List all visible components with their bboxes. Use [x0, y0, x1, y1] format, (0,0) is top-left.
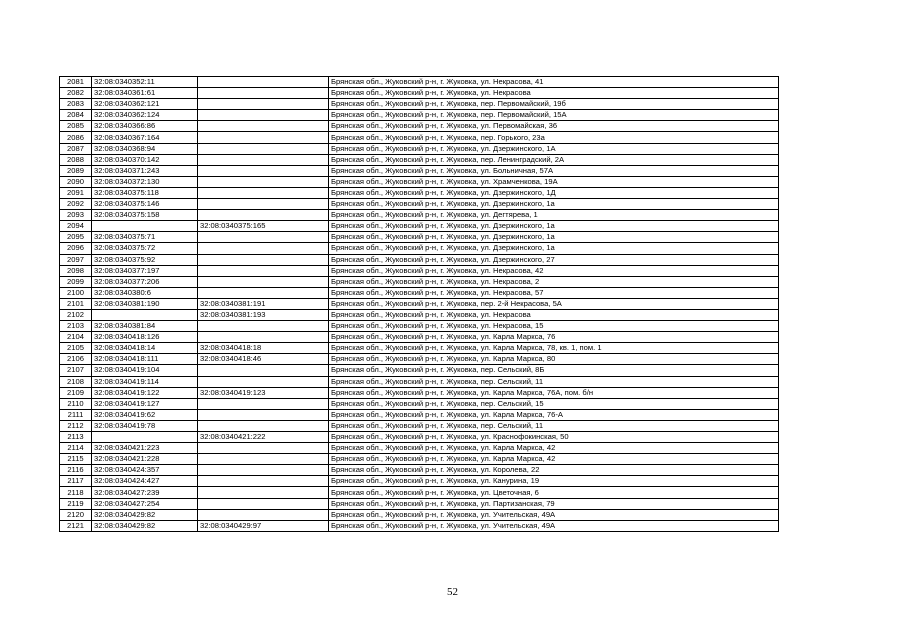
table-row: [60, 432, 779, 443]
address-cell: Брянская обл., Жуковский р-н, г. Жуковка, ул. Некрасова, 15: [329, 321, 779, 332]
related-cadastral-number-cell: [198, 487, 329, 498]
address-cell: Брянская обл., Жуковский р-н, г. Жуковка, ул. Канурина, 19: [329, 476, 779, 487]
row-number-cell: 2099: [60, 276, 92, 287]
related-cadastral-number-cell: 32:08:0340381:193: [198, 309, 329, 320]
address-cell: Брянская обл., Жуковский р-н, г. Жуковка, ул. Дзержинского, 1А: [329, 143, 779, 154]
related-cadastral-number-cell: [198, 154, 329, 165]
related-cadastral-number-cell: [198, 187, 329, 198]
table-row: [60, 354, 779, 365]
cadastral-number-cell: 32:08:0340381:190: [92, 298, 198, 309]
address-cell: Брянская обл., Жуковский р-н, г. Жуковка, ул. Дзержинского, 1Д: [329, 187, 779, 198]
row-number-cell: 2102: [60, 309, 92, 320]
table-row: [60, 143, 779, 154]
cadastral-number-cell: 32:08:0340419:122: [92, 387, 198, 398]
row-number-cell: 2084: [60, 110, 92, 121]
address-cell: Брянская обл., Жуковский р-н, г. Жуковка, пер. Первомайский, 19б: [329, 99, 779, 110]
table-row: [60, 276, 779, 287]
address-cell: Брянская обл., Жуковский р-н, г. Жуковка, пер. Первомайский, 15А: [329, 110, 779, 121]
row-number-cell: 2087: [60, 143, 92, 154]
table-row: [60, 187, 779, 198]
address-cell: Брянская обл., Жуковский р-н, г. Жуковка, ул. Дегтярева, 1: [329, 210, 779, 221]
address-cell: Брянская обл., Жуковский р-н, г. Жуковка, ул. Карла Маркса, 78, кв. 1, пом. 1: [329, 343, 779, 354]
cadastral-number-cell: 32:08:0340375:92: [92, 254, 198, 265]
row-number-cell: 2116: [60, 465, 92, 476]
cadastral-number-cell: 32:08:0340370:142: [92, 154, 198, 165]
table-row: [60, 199, 779, 210]
related-cadastral-number-cell: 32:08:0340375:165: [198, 221, 329, 232]
table-row: [60, 520, 779, 531]
row-number-cell: 2117: [60, 476, 92, 487]
cadastral-number-cell: 32:08:0340375:158: [92, 210, 198, 221]
address-cell: Брянская обл., Жуковский р-н, г. Жуковка, ул. Дзержинского, 1а: [329, 232, 779, 243]
related-cadastral-number-cell: [198, 509, 329, 520]
cadastral-number-cell: 32:08:0340421:223: [92, 443, 198, 454]
row-number-cell: 2111: [60, 409, 92, 420]
address-cell: Брянская обл., Жуковский р-н, г. Жуковка, ул. Некрасова, 2: [329, 276, 779, 287]
cadastral-number-cell: 32:08:0340375:72: [92, 243, 198, 254]
row-number-cell: 2100: [60, 287, 92, 298]
address-cell: Брянская обл., Жуковский р-н, г. Жуковка, пер. Сельский, 11: [329, 376, 779, 387]
address-cell: Брянская обл., Жуковский р-н, г. Жуковка, ул. Дзержинского, 1а: [329, 221, 779, 232]
registry-table-body: [60, 77, 779, 532]
row-number-cell: 2118: [60, 487, 92, 498]
table-row: [60, 476, 779, 487]
cadastral-number-cell: 32:08:0340367:164: [92, 132, 198, 143]
row-number-cell: 2109: [60, 387, 92, 398]
row-number-cell: 2088: [60, 154, 92, 165]
table-row: [60, 121, 779, 132]
cadastral-number-cell: 32:08:0340362:121: [92, 99, 198, 110]
cadastral-number-cell: 32:08:0340375:118: [92, 187, 198, 198]
table-row: [60, 88, 779, 99]
row-number-cell: 2083: [60, 99, 92, 110]
cadastral-number-cell: 32:08:0340424:427: [92, 476, 198, 487]
related-cadastral-number-cell: [198, 287, 329, 298]
cadastral-number-cell: 32:08:0340375:71: [92, 232, 198, 243]
address-cell: Брянская обл., Жуковский р-н, г. Жуковка, ул. Дзержинского, 1а: [329, 243, 779, 254]
cadastral-number-cell: 32:08:0340361:61: [92, 88, 198, 99]
address-cell: Брянская обл., Жуковский р-н, г. Жуковка, пер. Ленинградский, 2А: [329, 154, 779, 165]
table-row: [60, 243, 779, 254]
table-row: [60, 154, 779, 165]
address-cell: Брянская обл., Жуковский р-н, г. Жуковка, пер. Горького, 23а: [329, 132, 779, 143]
registry-table: [59, 76, 779, 532]
row-number-cell: 2113: [60, 432, 92, 443]
address-cell: Брянская обл., Жуковский р-н, г. Жуковка, ул. Некрасова, 41: [329, 77, 779, 88]
related-cadastral-number-cell: [198, 409, 329, 420]
address-cell: Брянская обл., Жуковский р-н, г. Жуковка, ул. Цветочная, 6: [329, 487, 779, 498]
related-cadastral-number-cell: [198, 165, 329, 176]
cadastral-number-cell: 32:08:0340429:82: [92, 520, 198, 531]
cadastral-number-cell: 32:08:0340377:206: [92, 276, 198, 287]
row-number-cell: 2095: [60, 232, 92, 243]
table-row: [60, 321, 779, 332]
address-cell: Брянская обл., Жуковский р-н, г. Жуковка, ул. Храмченкова, 19А: [329, 176, 779, 187]
table-row: [60, 77, 779, 88]
address-cell: Брянская обл., Жуковский р-н, г. Жуковка, ул. Дзержинского, 27: [329, 254, 779, 265]
address-cell: Брянская обл., Жуковский р-н, г. Жуковка, ул. Карла Маркса, 76-А: [329, 409, 779, 420]
row-number-cell: 2093: [60, 210, 92, 221]
address-cell: Брянская обл., Жуковский р-н, г. Жуковка, ул. Дзержинского, 1а: [329, 199, 779, 210]
address-cell: Брянская обл., Жуковский р-н, г. Жуковка, ул. Карла Маркса, 42: [329, 443, 779, 454]
address-cell: Брянская обл., Жуковский р-н, г. Жуковка, ул. Карла Маркса, 76: [329, 332, 779, 343]
cadastral-number-cell: 32:08:0340418:111: [92, 354, 198, 365]
row-number-cell: 2089: [60, 165, 92, 176]
related-cadastral-number-cell: [198, 443, 329, 454]
table-row: [60, 332, 779, 343]
table-row: [60, 221, 779, 232]
address-cell: Брянская обл., Жуковский р-н, г. Жуковка, ул. Партизанская, 79: [329, 498, 779, 509]
table-row: [60, 298, 779, 309]
table-row: [60, 210, 779, 221]
cadastral-number-cell: 32:08:0340375:146: [92, 199, 198, 210]
cadastral-number-cell: 32:08:0340419:62: [92, 409, 198, 420]
table-row: [60, 110, 779, 121]
table-row: [60, 176, 779, 187]
address-cell: Брянская обл., Жуковский р-н, г. Жуковка, ул. Королева, 22: [329, 465, 779, 476]
related-cadastral-number-cell: [198, 77, 329, 88]
cadastral-number-cell: 32:08:0340427:254: [92, 498, 198, 509]
related-cadastral-number-cell: [198, 465, 329, 476]
related-cadastral-number-cell: 32:08:0340429:97: [198, 520, 329, 531]
row-number-cell: 2101: [60, 298, 92, 309]
table-row: [60, 376, 779, 387]
related-cadastral-number-cell: [198, 110, 329, 121]
related-cadastral-number-cell: [198, 365, 329, 376]
related-cadastral-number-cell: [198, 454, 329, 465]
table-row: [60, 265, 779, 276]
table-row: [60, 498, 779, 509]
related-cadastral-number-cell: [198, 99, 329, 110]
table-row: [60, 398, 779, 409]
address-cell: Брянская обл., Жуковский р-н, г. Жуковка, ул. Учительская, 49А: [329, 509, 779, 520]
table-row: [60, 465, 779, 476]
cadastral-number-cell: 32:08:0340421:228: [92, 454, 198, 465]
row-number-cell: 2098: [60, 265, 92, 276]
related-cadastral-number-cell: 32:08:0340418:46: [198, 354, 329, 365]
cadastral-number-cell: [92, 309, 198, 320]
table-row: [60, 99, 779, 110]
related-cadastral-number-cell: 32:08:0340421:222: [198, 432, 329, 443]
row-number-cell: 2105: [60, 343, 92, 354]
address-cell: Брянская обл., Жуковский р-н, г. Жуковка, ул. Карла Маркса, 80: [329, 354, 779, 365]
cadastral-number-cell: 32:08:0340381:84: [92, 321, 198, 332]
cadastral-number-cell: 32:08:0340352:11: [92, 77, 198, 88]
address-cell: Брянская обл., Жуковский р-н, г. Жуковка, ул. Учительская, 49А: [329, 520, 779, 531]
related-cadastral-number-cell: [198, 398, 329, 409]
table-row: [60, 287, 779, 298]
row-number-cell: 2081: [60, 77, 92, 88]
cadastral-number-cell: 32:08:0340418:126: [92, 332, 198, 343]
related-cadastral-number-cell: [198, 243, 329, 254]
cadastral-number-cell: 32:08:0340419:78: [92, 420, 198, 431]
address-cell: Брянская обл., Жуковский р-н, г. Жуковка, ул. Больничная, 57А: [329, 165, 779, 176]
address-cell: Брянская обл., Жуковский р-н, г. Жуковка, ул. Краснофокинская, 50: [329, 432, 779, 443]
cadastral-number-cell: 32:08:0340419:114: [92, 376, 198, 387]
address-cell: Брянская обл., Жуковский р-н, г. Жуковка, пер. 2-й Некрасова, 5А: [329, 298, 779, 309]
cadastral-number-cell: [92, 432, 198, 443]
cadastral-number-cell: 32:08:0340419:127: [92, 398, 198, 409]
row-number-cell: 2094: [60, 221, 92, 232]
cadastral-number-cell: 32:08:0340418:14: [92, 343, 198, 354]
table-row: [60, 343, 779, 354]
cadastral-number-cell: 32:08:0340362:124: [92, 110, 198, 121]
row-number-cell: 2104: [60, 332, 92, 343]
related-cadastral-number-cell: [198, 476, 329, 487]
address-cell: Брянская обл., Жуковский р-н, г. Жуковка, ул. Некрасова, 57: [329, 287, 779, 298]
related-cadastral-number-cell: 32:08:0340418:18: [198, 343, 329, 354]
row-number-cell: 2106: [60, 354, 92, 365]
related-cadastral-number-cell: [198, 376, 329, 387]
table-row: [60, 365, 779, 376]
related-cadastral-number-cell: [198, 232, 329, 243]
row-number-cell: 2090: [60, 176, 92, 187]
address-cell: Брянская обл., Жуковский р-н, г. Жуковка, ул. Некрасова, 42: [329, 265, 779, 276]
address-cell: Брянская обл., Жуковский р-н, г. Жуковка, ул. Карла Маркса, 76А, пом. б/н: [329, 387, 779, 398]
row-number-cell: 2107: [60, 365, 92, 376]
address-cell: Брянская обл., Жуковский р-н, г. Жуковка, ул. Некрасова: [329, 309, 779, 320]
row-number-cell: 2120: [60, 509, 92, 520]
related-cadastral-number-cell: [198, 321, 329, 332]
table-row: [60, 409, 779, 420]
related-cadastral-number-cell: [198, 143, 329, 154]
page-number: 52: [447, 586, 458, 598]
related-cadastral-number-cell: [198, 121, 329, 132]
related-cadastral-number-cell: [198, 176, 329, 187]
row-number-cell: 2108: [60, 376, 92, 387]
address-cell: Брянская обл., Жуковский р-н, г. Жуковка, пер. Сельский, 8Б: [329, 365, 779, 376]
row-number-cell: 2103: [60, 321, 92, 332]
related-cadastral-number-cell: [198, 88, 329, 99]
table-row: [60, 487, 779, 498]
address-cell: Брянская обл., Жуковский р-н, г. Жуковка, ул. Некрасова: [329, 88, 779, 99]
table-row: [60, 443, 779, 454]
cadastral-number-cell: 32:08:0340419:104: [92, 365, 198, 376]
related-cadastral-number-cell: [198, 265, 329, 276]
cadastral-number-cell: 32:08:0340424:357: [92, 465, 198, 476]
table-row: [60, 387, 779, 398]
related-cadastral-number-cell: [198, 276, 329, 287]
related-cadastral-number-cell: [198, 420, 329, 431]
cadastral-number-cell: 32:08:0340371:243: [92, 165, 198, 176]
table-row: [60, 509, 779, 520]
row-number-cell: 2096: [60, 243, 92, 254]
address-cell: Брянская обл., Жуковский р-н, г. Жуковка, ул. Первомайская, 36: [329, 121, 779, 132]
row-number-cell: 2114: [60, 443, 92, 454]
address-cell: Брянская обл., Жуковский р-н, г. Жуковка, ул. Карла Маркса, 42: [329, 454, 779, 465]
related-cadastral-number-cell: [198, 332, 329, 343]
row-number-cell: 2110: [60, 398, 92, 409]
cadastral-number-cell: 32:08:0340429:82: [92, 509, 198, 520]
row-number-cell: 2112: [60, 420, 92, 431]
row-number-cell: 2082: [60, 88, 92, 99]
row-number-cell: 2115: [60, 454, 92, 465]
row-number-cell: 2119: [60, 498, 92, 509]
table-row: [60, 232, 779, 243]
related-cadastral-number-cell: [198, 498, 329, 509]
cadastral-number-cell: 32:08:0340427:239: [92, 487, 198, 498]
cadastral-number-cell: 32:08:0340368:94: [92, 143, 198, 154]
cadastral-number-cell: 32:08:0340380:6: [92, 287, 198, 298]
related-cadastral-number-cell: [198, 199, 329, 210]
cadastral-number-cell: 32:08:0340372:130: [92, 176, 198, 187]
cadastral-number-cell: [92, 221, 198, 232]
related-cadastral-number-cell: 32:08:0340419:123: [198, 387, 329, 398]
table-row: [60, 132, 779, 143]
row-number-cell: 2086: [60, 132, 92, 143]
related-cadastral-number-cell: [198, 210, 329, 221]
table-row: [60, 420, 779, 431]
related-cadastral-number-cell: 32:08:0340381:191: [198, 298, 329, 309]
table-row: [60, 454, 779, 465]
row-number-cell: 2085: [60, 121, 92, 132]
cadastral-number-cell: 32:08:0340377:197: [92, 265, 198, 276]
row-number-cell: 2092: [60, 199, 92, 210]
table-row: [60, 254, 779, 265]
table-row: [60, 165, 779, 176]
table-row: [60, 309, 779, 320]
cadastral-number-cell: 32:08:0340366:86: [92, 121, 198, 132]
address-cell: Брянская обл., Жуковский р-н, г. Жуковка, пер. Сельский, 15: [329, 398, 779, 409]
row-number-cell: 2097: [60, 254, 92, 265]
related-cadastral-number-cell: [198, 254, 329, 265]
related-cadastral-number-cell: [198, 132, 329, 143]
address-cell: Брянская обл., Жуковский р-н, г. Жуковка, пер. Сельский, 11: [329, 420, 779, 431]
row-number-cell: 2121: [60, 520, 92, 531]
row-number-cell: 2091: [60, 187, 92, 198]
